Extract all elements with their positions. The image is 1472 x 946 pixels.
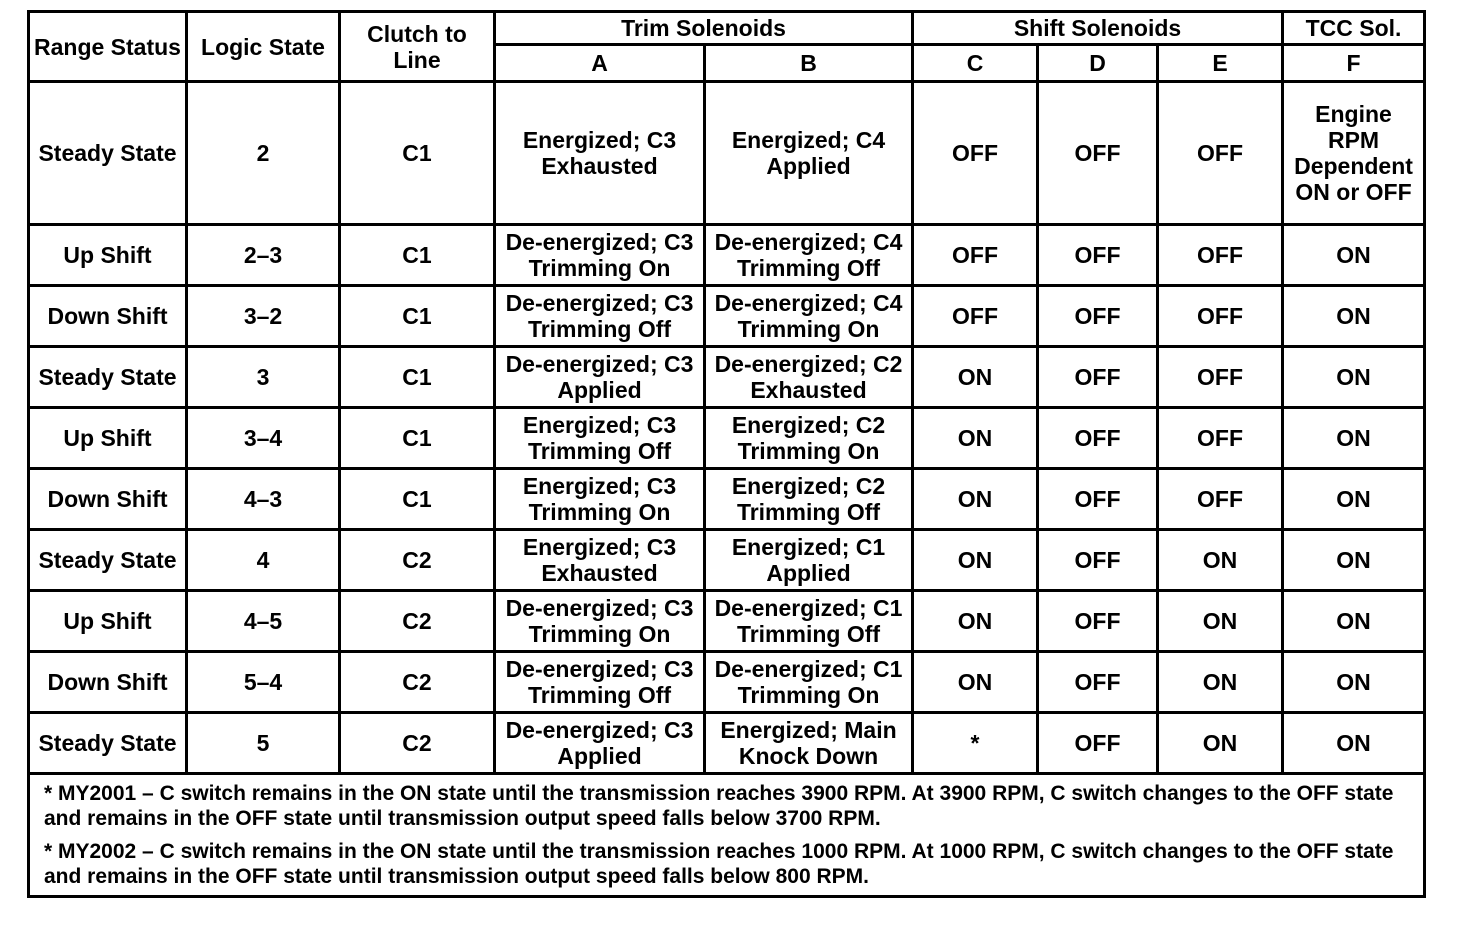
solenoid-table-container bbox=[27, 10, 1423, 898]
cell-shift-d: OFF bbox=[1038, 286, 1158, 347]
table-row bbox=[29, 408, 1425, 469]
header-tcc-sol: TCC Sol. bbox=[1283, 12, 1425, 45]
cell-shift-e: OFF bbox=[1158, 225, 1283, 286]
cell-trim-a: De-energized; C3 Applied bbox=[495, 713, 705, 774]
cell-clutch: C1 bbox=[340, 225, 495, 286]
cell-shift-e: ON bbox=[1158, 530, 1283, 591]
cell-logic-state: 4–5 bbox=[187, 591, 340, 652]
header-shift-solenoids: Shift Solenoids bbox=[913, 12, 1283, 45]
footnote-my2001: * MY2001 – C switch remains in the ON state until the transmission reaches 3900 RPM. At 3900 RPM, C switch changes to the OFF state and remains in the OFF state until transmission output speed falls below 3700 RPM. bbox=[44, 782, 1394, 830]
table-row bbox=[29, 225, 1425, 286]
cell-shift-c: ON bbox=[913, 347, 1038, 408]
solenoid-logic-table bbox=[27, 10, 1426, 898]
cell-trim-b: Energized; Main Knock Down bbox=[705, 713, 913, 774]
cell-range-status: Down Shift bbox=[29, 469, 187, 530]
cell-trim-a: De-energized; C3 Trimming On bbox=[495, 591, 705, 652]
cell-shift-e: OFF bbox=[1158, 82, 1283, 225]
cell-logic-state: 3–2 bbox=[187, 286, 340, 347]
cell-tcc-f: ON bbox=[1283, 713, 1425, 774]
table-row bbox=[29, 286, 1425, 347]
cell-trim-b: De-energized; C1 Trimming On bbox=[705, 652, 913, 713]
header-col-a: A bbox=[495, 45, 705, 82]
cell-clutch: C2 bbox=[340, 652, 495, 713]
cell-clutch: C1 bbox=[340, 469, 495, 530]
cell-tcc-f: ON bbox=[1283, 408, 1425, 469]
cell-shift-c: ON bbox=[913, 469, 1038, 530]
cell-shift-e: OFF bbox=[1158, 469, 1283, 530]
cell-tcc-f: ON bbox=[1283, 591, 1425, 652]
cell-trim-a: Energized; C3 Trimming On bbox=[495, 469, 705, 530]
cell-trim-a: De-energized; C3 Applied bbox=[495, 347, 705, 408]
cell-range-status: Steady State bbox=[29, 713, 187, 774]
cell-shift-d: OFF bbox=[1038, 347, 1158, 408]
cell-logic-state: 3–4 bbox=[187, 408, 340, 469]
table-row bbox=[29, 652, 1425, 713]
header-logic-state: Logic State bbox=[187, 12, 340, 82]
cell-logic-state: 4 bbox=[187, 530, 340, 591]
cell-range-status: Steady State bbox=[29, 530, 187, 591]
cell-trim-a: De-energized; C3 Trimming Off bbox=[495, 652, 705, 713]
cell-range-status: Down Shift bbox=[29, 286, 187, 347]
footnotes-cell bbox=[29, 774, 1425, 897]
table-row bbox=[29, 530, 1425, 591]
cell-shift-c: OFF bbox=[913, 286, 1038, 347]
cell-logic-state: 5 bbox=[187, 713, 340, 774]
cell-tcc-f: ON bbox=[1283, 652, 1425, 713]
cell-range-status: Steady State bbox=[29, 82, 187, 225]
cell-shift-c: ON bbox=[913, 408, 1038, 469]
cell-trim-a: De-energized; C3 Trimming On bbox=[495, 225, 705, 286]
cell-trim-b: Energized; C1 Applied bbox=[705, 530, 913, 591]
cell-shift-d: OFF bbox=[1038, 408, 1158, 469]
header-col-c: C bbox=[913, 45, 1038, 82]
cell-clutch: C1 bbox=[340, 347, 495, 408]
cell-shift-e: ON bbox=[1158, 713, 1283, 774]
cell-shift-c: ON bbox=[913, 652, 1038, 713]
table-row bbox=[29, 713, 1425, 774]
cell-shift-c: ON bbox=[913, 530, 1038, 591]
cell-shift-d: OFF bbox=[1038, 591, 1158, 652]
table-row bbox=[29, 347, 1425, 408]
cell-shift-e: ON bbox=[1158, 652, 1283, 713]
cell-trim-b: Energized; C2 Trimming Off bbox=[705, 469, 913, 530]
cell-shift-c: OFF bbox=[913, 225, 1038, 286]
table-row bbox=[29, 82, 1425, 225]
cell-logic-state: 2 bbox=[187, 82, 340, 225]
cell-tcc-f: ON bbox=[1283, 225, 1425, 286]
cell-clutch: C1 bbox=[340, 286, 495, 347]
table-row bbox=[29, 469, 1425, 530]
cell-tcc-f: ON bbox=[1283, 286, 1425, 347]
cell-trim-b: De-energized; C4 Trimming Off bbox=[705, 225, 913, 286]
cell-clutch: C2 bbox=[340, 713, 495, 774]
cell-tcc-f: ON bbox=[1283, 469, 1425, 530]
cell-trim-a: Energized; C3 Exhausted bbox=[495, 82, 705, 225]
cell-logic-state: 3 bbox=[187, 347, 340, 408]
cell-tcc-f: ON bbox=[1283, 347, 1425, 408]
cell-trim-b: De-energized; C2 Exhausted bbox=[705, 347, 913, 408]
cell-clutch: C2 bbox=[340, 591, 495, 652]
cell-range-status: Up Shift bbox=[29, 408, 187, 469]
cell-shift-c: OFF bbox=[913, 82, 1038, 225]
cell-clutch: C1 bbox=[340, 82, 495, 225]
cell-shift-c: * bbox=[913, 713, 1038, 774]
header-clutch-to-line: Clutch to Line bbox=[340, 12, 495, 82]
cell-shift-d: OFF bbox=[1038, 469, 1158, 530]
header-col-e: E bbox=[1158, 45, 1283, 82]
table-row bbox=[29, 591, 1425, 652]
cell-range-status: Steady State bbox=[29, 347, 187, 408]
cell-trim-a: Energized; C3 Exhausted bbox=[495, 530, 705, 591]
cell-trim-a: De-energized; C3 Trimming Off bbox=[495, 286, 705, 347]
cell-trim-b: De-energized; C4 Trimming On bbox=[705, 286, 913, 347]
cell-shift-e: OFF bbox=[1158, 347, 1283, 408]
cell-logic-state: 2–3 bbox=[187, 225, 340, 286]
cell-shift-d: OFF bbox=[1038, 652, 1158, 713]
cell-tcc-f: Engine RPM Dependent ON or OFF bbox=[1283, 82, 1425, 225]
cell-logic-state: 5–4 bbox=[187, 652, 340, 713]
header-trim-solenoids: Trim Solenoids bbox=[495, 12, 913, 45]
cell-shift-e: OFF bbox=[1158, 408, 1283, 469]
cell-trim-a: Energized; C3 Trimming Off bbox=[495, 408, 705, 469]
cell-shift-e: OFF bbox=[1158, 286, 1283, 347]
header-range-status: Range Status bbox=[29, 12, 187, 82]
cell-logic-state: 4–3 bbox=[187, 469, 340, 530]
cell-range-status: Down Shift bbox=[29, 652, 187, 713]
cell-trim-b: De-energized; C1 Trimming Off bbox=[705, 591, 913, 652]
notes-row bbox=[29, 774, 1425, 897]
cell-shift-d: OFF bbox=[1038, 225, 1158, 286]
footnote-my2002: * MY2002 – C switch remains in the ON state until the transmission reaches 1000 RPM. At 1000 RPM, C switch changes to the OFF state and remains in the OFF state until transmission output speed falls below 800 RPM. bbox=[44, 840, 1394, 888]
cell-shift-d: OFF bbox=[1038, 713, 1158, 774]
cell-range-status: Up Shift bbox=[29, 225, 187, 286]
cell-clutch: C2 bbox=[340, 530, 495, 591]
cell-trim-b: Energized; C4 Applied bbox=[705, 82, 913, 225]
cell-shift-c: ON bbox=[913, 591, 1038, 652]
cell-range-status: Up Shift bbox=[29, 591, 187, 652]
cell-shift-e: ON bbox=[1158, 591, 1283, 652]
cell-shift-d: OFF bbox=[1038, 530, 1158, 591]
cell-trim-b: Energized; C2 Trimming On bbox=[705, 408, 913, 469]
header-col-f: F bbox=[1283, 45, 1425, 82]
cell-tcc-f: ON bbox=[1283, 530, 1425, 591]
cell-clutch: C1 bbox=[340, 408, 495, 469]
header-col-d: D bbox=[1038, 45, 1158, 82]
header-col-b: B bbox=[705, 45, 913, 82]
cell-shift-d: OFF bbox=[1038, 82, 1158, 225]
